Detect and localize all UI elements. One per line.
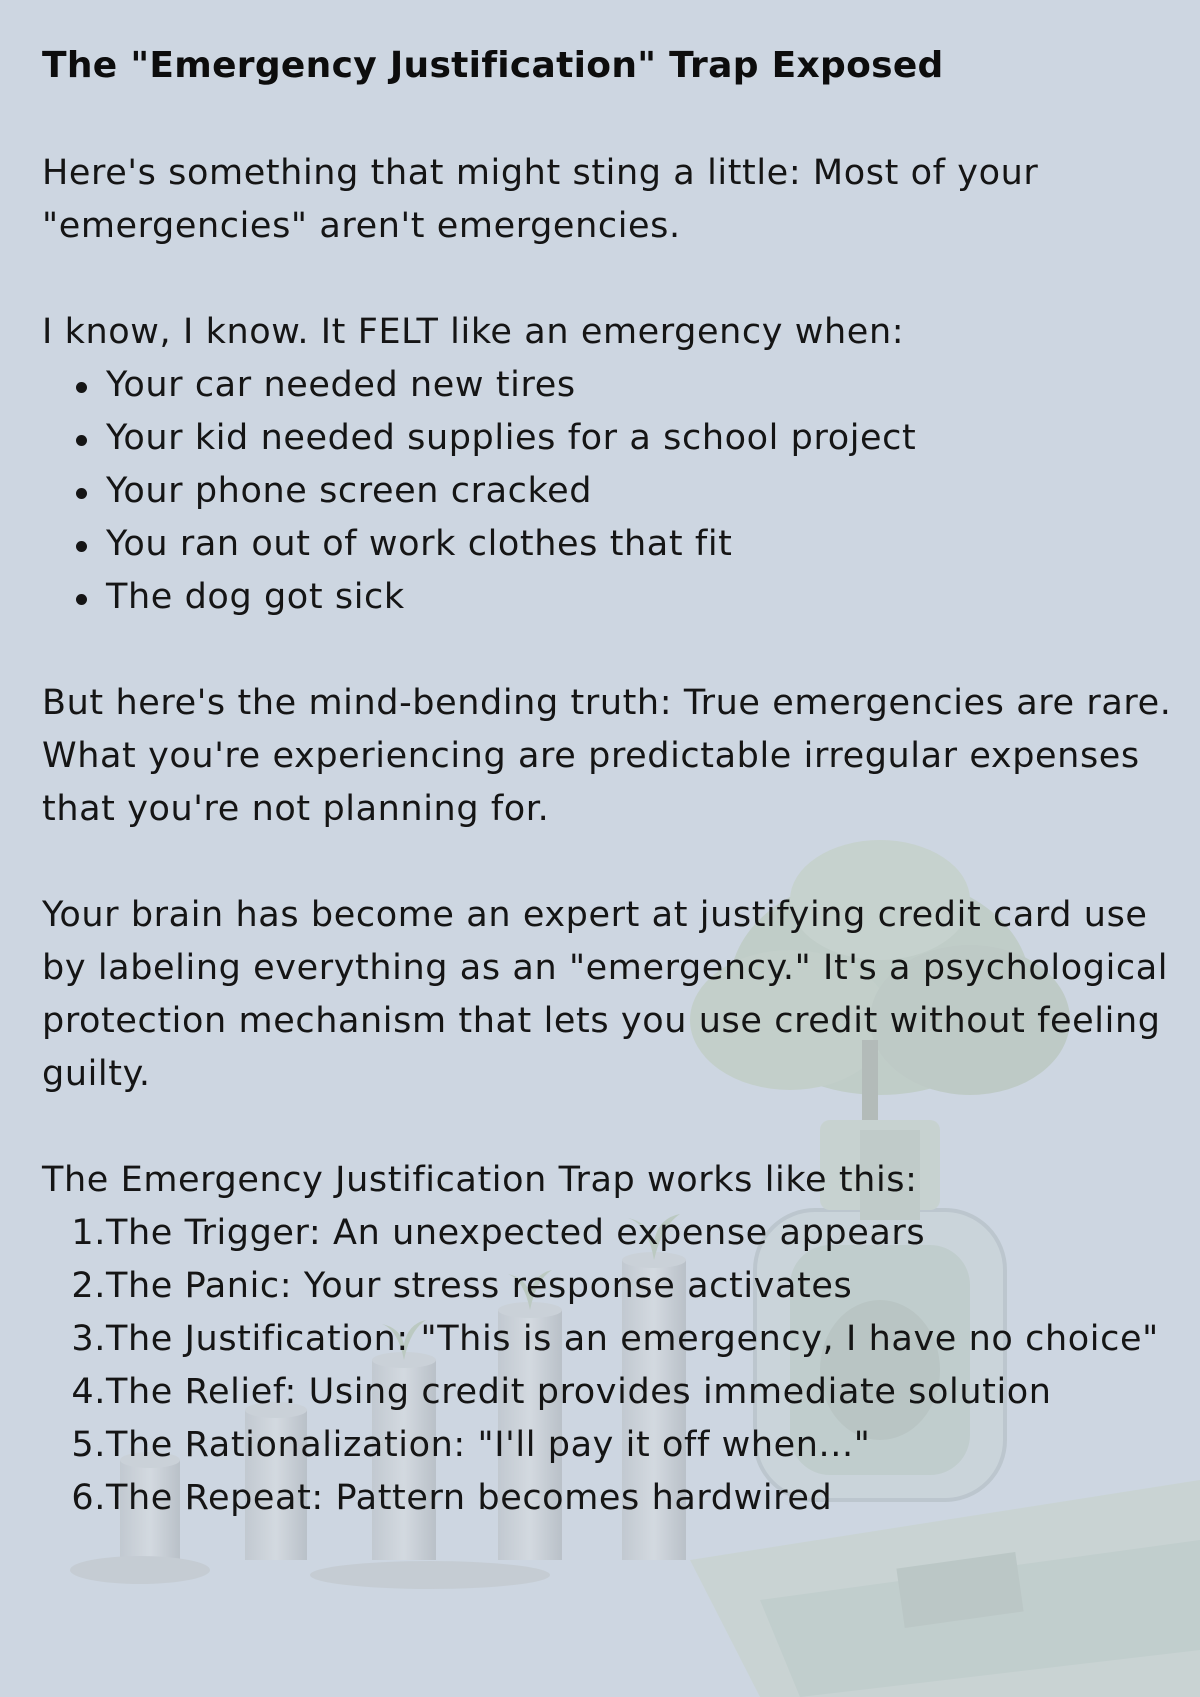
list-item: Your car needed new tires: [42, 359, 1172, 412]
felt-list: [42, 359, 1172, 624]
trap-intro: The Emergency Justification Trap works like this:: [42, 1160, 918, 1200]
bullet-icon: [76, 488, 87, 499]
list-item: 3. The Justification: "This is an emergency, I have no choice": [71, 1319, 1159, 1359]
bullet-icon: [76, 594, 87, 605]
bullet-icon: [76, 382, 87, 393]
list-item: 2. The Panic: Your stress response activates: [71, 1266, 853, 1306]
list-item: Your kid needed supplies for a school project: [42, 412, 1172, 465]
list-item: 5. The Rationalization: "I'll pay it off when...": [71, 1425, 871, 1465]
intro-paragraph: Here's something that might sting a little: Most of your "emergencies" aren't emergencies.: [42, 153, 1039, 246]
list-item: 6. The Repeat: Pattern becomes hardwired: [71, 1478, 833, 1518]
page-title: The "Emergency Justification" Trap Exposed: [42, 45, 944, 86]
felt-intro: I know, I know. It FELT like an emergency when:: [42, 312, 905, 352]
brain-paragraph: Your brain has become an expert at justifying credit card use by labeling everything as an "emergency." It's a psychological protection mechanism that lets you use credit without feeling guilty.: [42, 895, 1169, 1094]
list-item: 4. The Relief: Using credit provides immediate solution: [71, 1372, 1052, 1412]
list-item: 1. The Trigger: An unexpected expense appears: [71, 1213, 926, 1253]
bullet-icon: [76, 435, 87, 446]
article: [42, 38, 1172, 1525]
list-item: The dog got sick: [42, 571, 1172, 624]
trap-steps-list: [42, 1207, 1172, 1525]
bullet-icon: [76, 541, 87, 552]
truth-paragraph: But here's the mind-bending truth: True emergencies are rare. What you're experiencing are predictable irregular expenses that you're not planning for.: [42, 683, 1172, 829]
list-item: Your phone screen cracked: [42, 465, 1172, 518]
list-item: You ran out of work clothes that fit: [42, 518, 1172, 571]
